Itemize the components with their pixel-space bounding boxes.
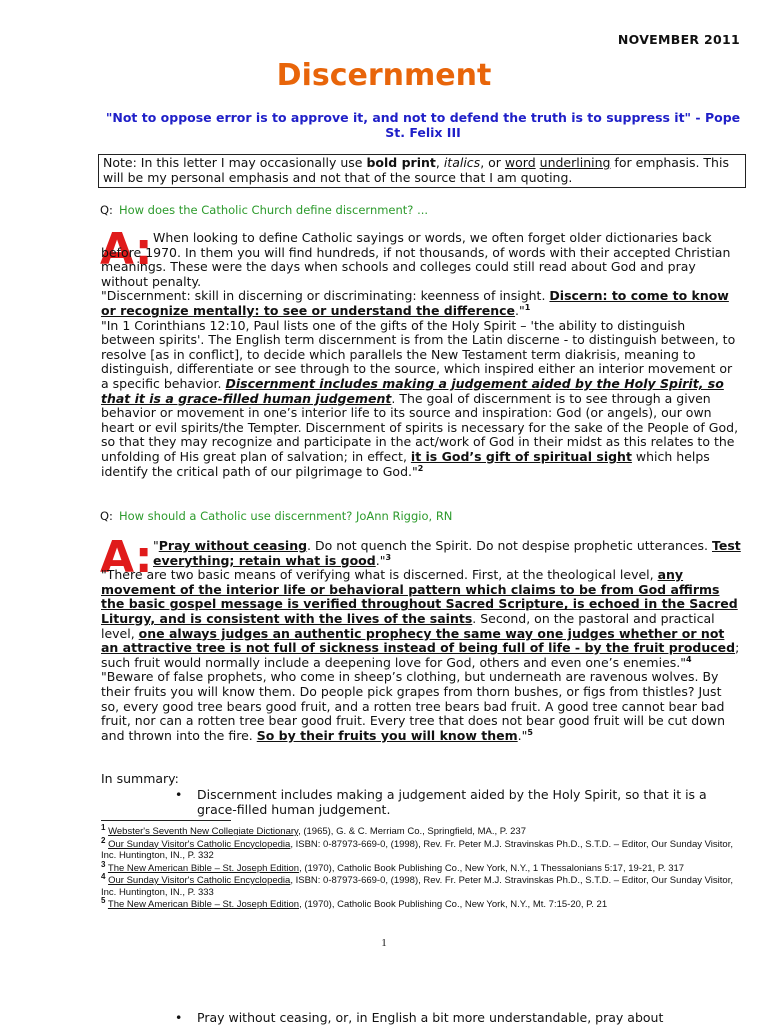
answer-marker-2: A: [100,532,153,583]
answer-1 [101,231,741,479]
emphasis-text: it is God’s gift of spiritual sight [410,448,632,464]
footnote-number: 2 [101,835,106,845]
footnote-ref: 3 [385,552,392,562]
bullet-text: Discernment includes making a judgement aided by the Holy Spirit, so that it is a grace-filled human judgement. [197,787,707,817]
footnote-source: The New American Bible – St. Joseph Edition [107,862,300,874]
footnote-details: , (1970), Catholic Book Publishing Co., New York, N.Y., 1 Thessalonians 5:17, 19-21, P. 317 [299,862,685,874]
summary-heading: In summary: [101,771,179,786]
body-text: which helps identify the critical path of our pilgrimage to God." [101,448,710,479]
emphasis-text: Test everything; retain what is good [153,538,741,568]
question-2 [100,509,452,523]
note-bold-example: bold print [366,155,436,170]
footnote-4 [101,871,741,898]
footnote-number: 1 [101,822,106,832]
summary-bullet-1 [175,788,735,817]
question-1 [100,203,428,217]
bullet-icon: • [175,787,183,802]
bullet-text: Pray without ceasing, or, in English a bit more understandable, pray about [197,1010,664,1025]
emphasis-text: Pray without ceasing [158,538,308,553]
note-text: , [435,155,444,170]
body-text: ." [375,552,386,568]
footnote-divider [101,820,231,821]
emphasis-note [98,154,746,188]
page-number: 1 [381,937,387,949]
body-text: . The goal of discernment is to see through a given behavior or movement in one’s interior life to its source and inspiration: God (or angels), our own heart or evil spirits/the Tempter. Discernment of spirits is necessary for the sake of the People of God, so that they may recognize and participate in the act/work of God in their midst as this relates to the unfolding of His great plan of salvation; in effect, [101,390,739,464]
note-text: for emphasis. This will be my personal emphasis and not that of the source that I am quoting. [103,155,729,185]
answer-2-paragraph-3 [101,670,741,743]
footnote-3 [101,859,741,875]
question-label: Q: [100,509,113,523]
body-text: . Second, on the pastoral and practical level, [101,610,715,641]
answer-2-paragraph-2 [101,568,741,670]
emphasis-text: one always judges an authentic prophecy the same way one judges whether or not an attractive tree is not full of sickness instead of being full of life - by the fruit produced [101,625,736,656]
footnote-ref: 5 [527,727,533,737]
footnote-number: 4 [101,871,106,881]
answer-marker-1: A: [100,224,153,275]
footnote-ref: 2 [417,463,424,473]
page-title: Discernment [276,58,492,93]
footnotes [101,822,741,912]
footnote-details: , (1965), G. & C. Merriam Co., Springfield, MA., P. 237 [298,826,526,837]
footnote-5 [101,895,741,911]
footnote-number: 5 [101,895,106,905]
note-underline-example: underlining [539,155,611,170]
note-text: , or [480,155,505,170]
body-text: ; such fruit would normally include a deepening love for God, others and even one’s enemies." [101,640,740,670]
footnote-2 [101,835,741,862]
bullet-icon: • [175,1010,183,1025]
footnote-number: 3 [101,859,106,869]
footnote-details: , ISBN: 0-87973-669-0, (1998), Rev. Fr. Peter M.J. Stravinskas Ph.D., S.T.D. – Editor, Our Sunday Visitor, Inc. Huntington, IN., P. 333 [101,875,733,898]
note-text: Note: In this letter I may occasionally use [103,155,367,170]
footnote-1 [101,822,741,838]
question-text: How should a Catholic use discernment? JoAnn Riggio, RN [118,509,453,523]
body-text: "There are two basic means of verifying what is discerned. First, at the theological level, [101,567,658,583]
emphasis-text: Discern: to come to know or recognize mentally: to see or understand the difference [101,288,729,318]
document-date: NOVEMBER 2011 [617,32,740,47]
footnote-source: Our Sunday Visitor's Catholic Encyclopedia [108,838,291,850]
footnote-details: , (1970), Catholic Book Publishing Co., New York, N.Y., Mt. 7:15-20, P. 21 [299,899,608,910]
footnote-ref: 4 [686,654,692,664]
footnote-source: The New American Bible – St. Joseph Edition [107,899,300,910]
answer-2 [101,539,741,743]
footnote-source: Webster's Seventh New Collegiate Dictionary [108,826,299,837]
note-underline-example: word [504,155,536,170]
emphasis-text: Discernment includes making a judgement aided by the Holy Spirit, so that it is a grace-filled human judgement [101,375,724,406]
answer-1-paragraph-3 [101,319,741,480]
epigraph-quote: "Not to oppose error is to approve it, and not to defend the truth is to suppress it" - Pope St. Felix III [105,110,741,140]
body-text: " [153,538,159,553]
emphasis-text: So by their fruits you will know them [256,727,518,743]
body-text: ." [517,727,528,743]
footnote-details: , ISBN: 0-87973-669-0, (1998), Rev. Fr. Peter M.J. Stravinskas Ph.D., S.T.D. – Editor, Our Sunday Visitor, Inc. Huntington, IN., P. 332 [101,838,733,861]
note-italic-example: italics [443,155,481,170]
body-text: . Do not quench the Spirit. Do not despise prophetic utterances. [307,538,712,553]
body-text: ." [515,302,525,318]
body-text: "Beware of false prophets, who come in sheep’s clothing, but underneath are ravenous wolves. By their fruits you will know them. Do people pick grapes from thorn bushes, or figs from thistles? Just so, every good tree bears good fruit, and a rotten tree bears bad fruit. A good tree cannot bear bad fruit, nor can a rotten tree bear good fruit. Every tree that does not bear good fruit will be cut down and thrown into the fire. [101,669,725,743]
next-page-bullet [175,1011,735,1026]
answer-1-paragraph-1: When looking to define Catholic sayings or words, we often forget older dictionaries back before 1970. In them you will find hundreds, if not thousands, of words with their accepted Christian meanings. These were the days when schools and colleges could still read about God and pray without penalty. [101,230,731,289]
body-text: "Discernment: skill in discerning or discriminating: keenness of insight. [101,288,550,304]
emphasis-text: any movement of the interior life or behavioral pattern which claims to be from God affirms the basic gospel message is verified throughout Sacred Scripture, is echoed in the Sacred Liturgy, and is consistent with the lives of the saints [101,567,738,626]
body-text: "In 1 Corinthians 12:10, Paul lists one of the gifts of the Holy Spirit – 'the ability to distinguish between spirits'. The English term discernment is from the Latin discerne - to distinguish between, to resolve [as in conflict], to decide which parallels the New Testament term diakrisis, meaning to distinguish, differentiate or see through to the source, which inspired either an interior movement or a specific behavior. [101,317,736,391]
footnote-source: Our Sunday Visitor's Catholic Encyclopedia [108,875,291,886]
answer-1-paragraph-2 [101,289,741,318]
question-label: Q: [100,203,113,217]
question-text: How does the Catholic Church define discernment? ... [118,203,429,217]
answer-2-paragraph-1 [101,539,741,568]
footnote-ref: 1 [524,302,531,312]
